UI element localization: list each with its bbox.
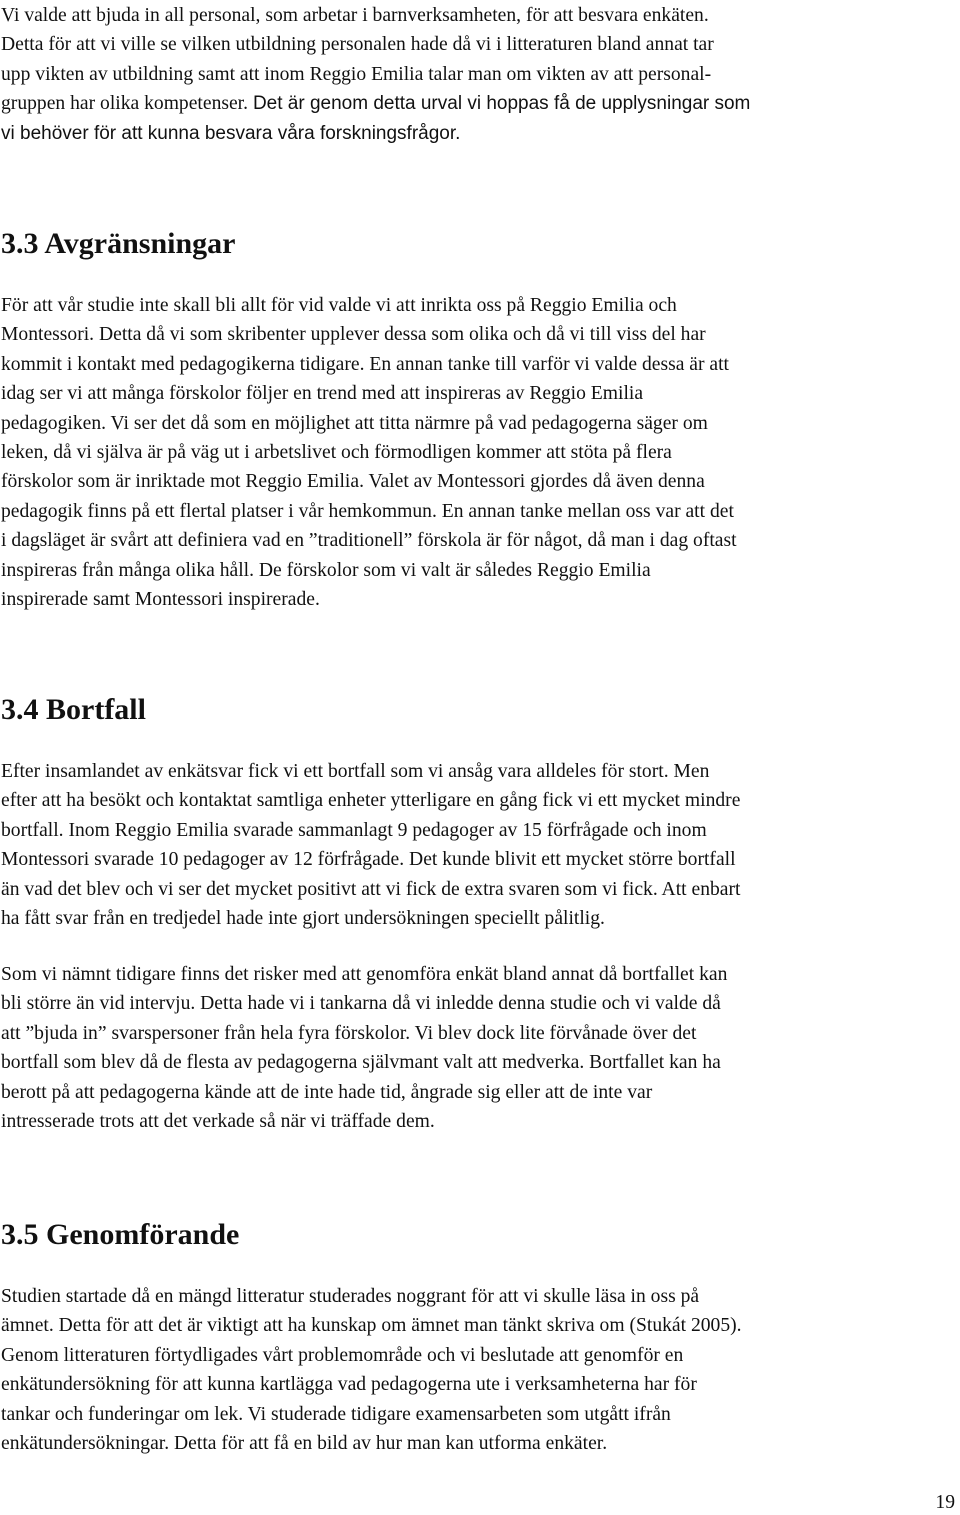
paragraph-line: bli större än vid intervju. Detta hade vi i tankarna då vi inledde denna studie och vi valde då xyxy=(1,993,721,1015)
paragraph-line: Montessori. Detta då vi som skribenter upplever dessa som olika och då vi till viss del har xyxy=(1,324,706,346)
paragraph-line: pedagogik finns på ett flertal platser i vår hemkommun. En annan tanke mellan oss var att det xyxy=(1,500,734,522)
intro-sentence-sans: Det är genom detta urval vi hoppas få de upplysningar som xyxy=(252,93,751,115)
page-number: 19 xyxy=(935,1492,955,1513)
paragraph-line: Efter insamlandet av enkätsvar fick vi ett bortfall som vi ansåg vara alldeles för stort. Men xyxy=(1,761,710,782)
paragraph-line: Montessori svarade 10 pedagoger av 12 förfrågade. Det kunde blivit ett mycket större bortfall xyxy=(1,849,736,871)
intro-line: Detta för att vi ville se vilken utbildning personalen hade då vi i litteraturen bland annat tar xyxy=(1,34,714,56)
section-3-5-paragraph xyxy=(1,1282,958,1458)
section-3-4-paragraph-1 xyxy=(1,757,958,933)
paragraph-line: berott på att pedagogerna kände att de inte hade tid, ångrade sig eller att de inte var xyxy=(1,1081,653,1103)
intro-line: Vi valde att bjuda in all personal, som arbetar i barnverksamheten, för att besvara enkäten. xyxy=(1,5,709,26)
paragraph-line: Genom litteraturen förtydligades vårt problemområde och vi beslutade att genomför en xyxy=(1,1344,684,1366)
section-heading-3-4: 3.4 Bortfall xyxy=(1,693,146,726)
paragraph-line: idag ser vi att många förskolor följer en trend med att inspireras av Reggio Emilia xyxy=(1,383,644,405)
section-3-3-paragraph xyxy=(1,291,958,614)
paragraph-line: Studien startade då en mängd litteratur studerades noggrant för att vi skulle läsa in oss på xyxy=(1,1286,700,1307)
paragraph-line: För att vår studie inte skall bli allt för vid valde vi att inrikta oss på Reggio Emilia och xyxy=(1,295,677,316)
intro-line: upp vikten av utbildning samt att inom Reggio Emilia talar man om vikten av att personal- xyxy=(1,63,712,85)
paragraph-line: inspireras från många olika håll. De förskolor som vi valt är således Reggio Emilia xyxy=(1,559,651,581)
section-heading-3-5: 3.5 Genomförande xyxy=(1,1218,240,1251)
paragraph-line: intresserade trots att det verkade så när vi träffade dem. xyxy=(1,1111,435,1133)
paragraph-line: inspirerade samt Montessori inspirerade. xyxy=(1,589,320,611)
paragraph-line: enkätundersökningar. Detta för att få en bild av hur man kan utforma enkäter. xyxy=(1,1433,608,1455)
paragraph-line: än vad det blev och vi ser det mycket positivt att vi fick de extra svaren som vi fick. Att enbart xyxy=(1,878,741,900)
paragraph-line: leken, då vi själva är på väg ut i arbetslivet och förmodligen kommer att stöta på flera xyxy=(1,442,672,464)
paragraph-line: pedagogiken. Vi ser det då som en möjlighet att titta närmre på vad pedagogerna säger om xyxy=(1,412,708,434)
intro-sentence-sans: vi behöver för att kunna besvara våra forskningsfrågor. xyxy=(1,122,461,144)
intro-paragraph xyxy=(1,1,958,148)
paragraph-line: att ”bjuda in” svarspersoner från hela fyra förskolor. Vi blev dock lite förvånade över det xyxy=(1,1022,697,1044)
paragraph-line: kommit i kontakt med pedagogikerna tidigare. En annan tanke till varför vi valde dessa är att xyxy=(1,353,730,375)
section-heading-3-3: 3.3 Avgränsningar xyxy=(1,227,236,260)
paragraph-line: ämnet. Detta för att det är viktigt att ha kunskap om ämnet man tänkt skriva om (Stukát 2005). xyxy=(1,1315,742,1337)
paragraph-line: bortfall. Inom Reggio Emilia svarade sammanlagt 9 pedagoger av 15 förfrågade och inom xyxy=(1,819,707,841)
intro-line-mixed xyxy=(1,89,958,118)
paragraph-line: förskolor som är inriktade mot Reggio Emilia. Valet av Montessori gjordes då även denna xyxy=(1,471,705,493)
paragraph-line: ha fått svar från en tredjedel hade inte gjort undersökningen speciellt pålitlig. xyxy=(1,908,605,930)
intro-line-serif: gruppen har olika kompetenser. xyxy=(1,93,249,115)
paragraph-line: efter att ha besökt och kontaktat samtliga enheter ytterligare en gång fick vi ett mycket mindre xyxy=(1,790,741,812)
paragraph-line: Som vi nämnt tidigare finns det risker med att genomföra enkät bland annat då bortfallet kan xyxy=(1,964,728,985)
paragraph-line: i dagsläget är svårt att definiera vad en ”traditionell” förskola är för något, då man i dag oftast xyxy=(1,530,737,552)
paragraph-line: enkätundersökning för att kunna kartlägga vad pedagogerna ute i verksamheterna har för xyxy=(1,1374,697,1396)
section-3-4-paragraph-2 xyxy=(1,960,958,1136)
paragraph-line: bortfall som blev då de flesta av pedagogerna självmant valt att medverka. Bortfallet kan ha xyxy=(1,1052,721,1074)
paragraph-line: tankar och funderingar om lek. Vi studerade tidigare examensarbeten som utgått ifrån xyxy=(1,1403,671,1425)
